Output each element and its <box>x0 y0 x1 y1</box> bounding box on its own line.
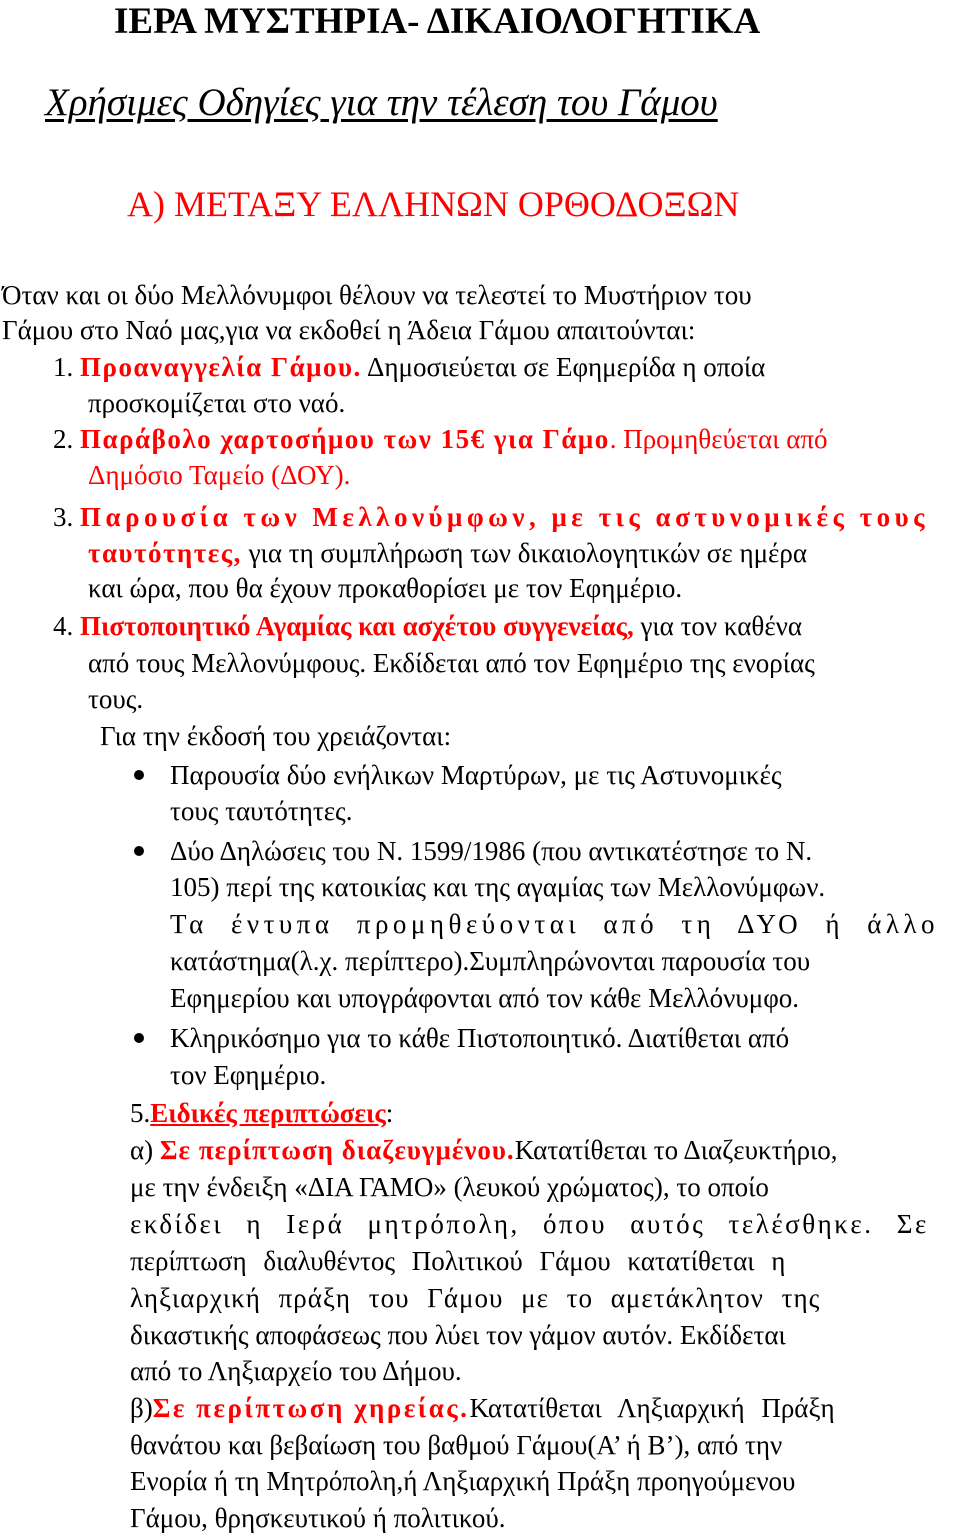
item-2-text: . Προμηθεύεται από <box>609 424 828 454</box>
item-3-title-cont: ταυτότητες, <box>88 538 242 568</box>
case-a-line-3: εκδίδει η Ιερά μητρόπολη, όπου αυτός τελέσθηκε. Σε <box>130 1209 929 1239</box>
case-b-line-3: Ενορία ή τη Μητρόπολη,ή Ληξιαρχική Πράξη προηγούμενου <box>130 1466 796 1496</box>
item-4-number: 4. <box>53 611 74 641</box>
section-a-heading: Α) ΜΕΤΑΞΥ ΕΛΛΗΝΩΝ ΟΡΘΟΔΟΞΩΝ <box>127 184 740 224</box>
bullet-2-line-3: Τα έντυπα προμηθεύονται από τη ΔΥΟ ή άλλο <box>170 909 940 939</box>
item-1-title: Προαναγγελία Γάμου. <box>80 352 362 382</box>
item-4-text: για τον καθένα <box>633 611 803 641</box>
bullet-1-line-2: τους ταυτότητες. <box>170 796 353 826</box>
special-cases-number: 5. <box>130 1098 151 1128</box>
item-1-line-2: προσκομίζεται στο ναό. <box>88 388 346 418</box>
case-a-title: Σε περίπτωση διαζευγμένου. <box>159 1135 515 1165</box>
bullet-3-line-2: τον Εφημέριο. <box>170 1060 327 1090</box>
special-cases-title: Ειδικές περιπτώσεις <box>150 1098 386 1128</box>
case-b-line-2: θανάτου και βεβαίωση του βαθμού Γάμου(Α’ ή Β’), από την <box>130 1430 783 1460</box>
item-1-number: 1. <box>53 352 74 382</box>
bullet-3-icon <box>134 1033 144 1043</box>
bullet-2-icon <box>134 846 144 856</box>
page-title: ΙΕΡΑ ΜΥΣΤΗΡΙΑ- ΔΙΚΑΙΟΛΟΓΗΤΙΚΑ <box>114 1 761 42</box>
item-1-text: Δημοσιεύεται σε Εφημερίδα η οποία <box>366 352 766 382</box>
bullet-2-line-1: Δύο Δηλώσεις του Ν. 1599/1986 (που αντικατέστησε το Ν. <box>170 836 813 866</box>
item-1-line-1 <box>53 350 765 384</box>
page-subtitle: Χρήσιμες Οδηγίες για την τέλεση του Γάμου <box>45 81 718 124</box>
case-b-prefix: β) <box>130 1393 153 1423</box>
item-2-title: Παράβολο χαρτοσήμου των 15€ για Γάμο <box>80 424 610 454</box>
case-b-line-1 <box>130 1391 835 1425</box>
bullet-3-line-1: Κληρικόσημο για το κάθε Πιστοποιητικό. Διατίθεται από <box>170 1023 790 1053</box>
case-a-line-4: περίπτωση διαλυθέντος Πολιτικού Γάμου κατατίθεται η <box>130 1246 786 1276</box>
case-a-line-6: δικαστικής αποφάσεως που λύει τον γάμον αυτόν. Εκδίδεται <box>130 1320 786 1350</box>
case-b-text: Κατατίθεται Ληξιαρχική Πράξη <box>469 1393 835 1423</box>
bullet-1-line-1: Παρουσία δύο ενήλικων Μαρτύρων, με τις Αστυνομικές <box>170 760 782 790</box>
item-4-line-2: από τους Μελλονύμφους. Εκδίδεται από τον Εφημέριο της ενορίας <box>88 648 815 678</box>
special-cases-colon: : <box>385 1098 394 1128</box>
case-a-line-5: ληξιαρχική πράξη του Γάμου με το αμετάκλητον της <box>130 1283 821 1313</box>
case-a-text: Κατατίθεται το Διαζευκτήριο, <box>514 1135 838 1165</box>
item-4-title: Πιστοποιητικό Αγαμίας και ασχέτου συγγενείας, <box>80 611 634 641</box>
bullet-2-line-2: 105) περί της κατοικίας και της αγαμίας των Μελλονύμφων. <box>170 872 826 902</box>
item-4-requirements-intro: Για την έκδοσή του χρειάζονται: <box>100 721 452 751</box>
case-a-line-1 <box>130 1133 838 1167</box>
item-3-number: 3. <box>53 502 74 532</box>
intro-line-2: Γάμου στο Ναό μας,για να εκδοθεί η Άδεια Γάμου απαιτούνται: <box>2 315 696 345</box>
intro-line-1: Όταν και οι δύο Μελλόνυμφοι θέλουν να τελεστεί το Μυστήριον του <box>2 280 752 310</box>
item-2-line-1 <box>53 422 828 456</box>
bullet-1-icon <box>134 770 144 780</box>
item-2-number: 2. <box>53 424 74 454</box>
case-b-title: Σε περίπτωση χηρείας. <box>152 1393 470 1423</box>
item-3-line-3: και ώρα, που θα έχουν προκαθορίσει με τον Εφημέριο. <box>88 573 683 603</box>
case-b-line-4: Γάμου, θρησκευτικού ή πολιτικού. <box>130 1503 506 1533</box>
case-a-line-2: με την ένδειξη «ΔΙΑ ΓΑΜΟ» (λευκού χρώματος), το οποίο <box>130 1172 769 1202</box>
item-3-text: για τη συμπλήρωση των δικαιολογητικών σε ημέρα <box>241 538 808 568</box>
case-a-line-7: από το Ληξιαρχείο του Δήμου. <box>130 1356 462 1386</box>
item-2-line-2: Δημόσιο Ταμείο (ΔΟΥ). <box>88 460 351 490</box>
item-3-line-2 <box>88 536 807 570</box>
bullet-2-line-4: κατάστημα(λ.χ. περίπτερο).Συμπληρώνονται παρουσία του <box>170 946 811 976</box>
item-3-line-1 <box>53 500 929 534</box>
item-3-title: Παρουσία των Μελλονύμφων, με τις αστυνομικές τους <box>80 502 930 532</box>
case-a-prefix: α) <box>130 1135 160 1165</box>
special-cases-heading <box>130 1096 393 1130</box>
item-4-line-3: τους. <box>88 684 144 714</box>
item-4-line-1 <box>53 609 802 643</box>
bullet-2-line-5: Εφημερίου και υπογράφονται από τον κάθε Μελλόνυμφο. <box>170 983 800 1013</box>
